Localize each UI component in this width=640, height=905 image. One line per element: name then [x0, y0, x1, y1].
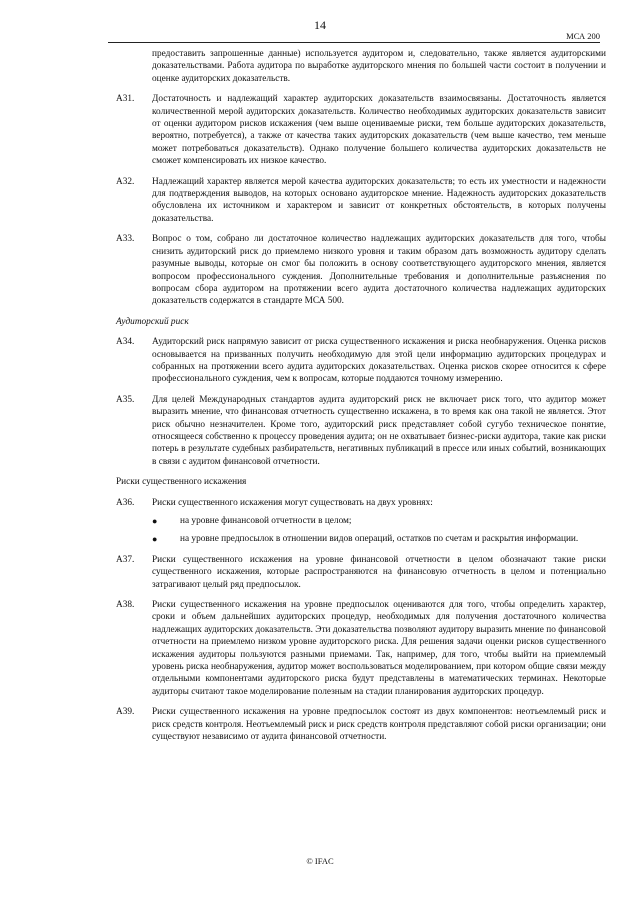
bullet-icon: ●	[152, 516, 158, 526]
paragraph-number: A31.	[116, 94, 135, 105]
paragraph-text: Риски существенного искажения на уровне предпосылок оцениваются для того, чтобы определить характер, сроки и объем дальнейших аудиторских процедур, необходимых для получения достаточного количества надлежащих аудиторских доказательств. Эти доказательства позволяют аудитору выразить мнение по финансовой отчетности на приемлемо низком уровне аудиторского риска. Для решения задачи оценки рисков существенного искажения аудиторы пользуются разными приемами. Так, например, для того, чтобы выйти на приемлемый уровень риска необнаружения, аудитор может воспользоваться моделированием, при котором общие связи между отдельными компонентами аудиторского риска будут представлены в математических терминах. Некоторые аудиторы считают такое моделирование полезным на стадии планирования аудиторских процедур.	[152, 600, 606, 697]
bullet-item	[152, 515, 606, 527]
section-heading-material-misstatement: Риски существенного искажения	[116, 477, 247, 488]
paragraph-text: предоставить запрошенные данные) используется аудитором и, следовательно, также является аудиторскими доказательствами. Работа аудитора по выработке аудиторского мнения по большей части состоит в получении и оценке аудиторских доказательств.	[152, 49, 606, 84]
document-code: МСА 200	[566, 31, 600, 41]
paragraph-text: Аудиторский риск напрямую зависит от риска существенного искажения и риска необнаружения. Оценка рисков основывается на призванных получить необходимую для этой цели информацию аудиторских процедурах и собранных на протяжении всего аудита аудиторских доказательствах. Оценка рисков скорее относится к сфере профессионального суждения, чем к вопросам, которые поддаются точному измерению.	[152, 337, 606, 385]
paragraph-number: A34.	[116, 337, 135, 348]
paragraph-text: Достаточность и надлежащий характер аудиторских доказательств взаимосвязаны. Достаточность является количественной мерой аудиторских доказательств. Количество необходимых аудиторских доказательств зависит от оценки аудитором рисков искажения (чем выше оцениваемые риски, тем больше аудиторских доказательств, вероятно, потребуется), а также от качества таких аудиторских доказательств (чем выше качество, тем меньше может потребоваться доказательств). Однако получение большего количества аудиторских доказательств не сможет компенсировать их низкое качество.	[152, 94, 606, 167]
paragraph-text: Риски существенного искажения могут существовать на двух уровнях:	[152, 497, 433, 508]
paragraph-a37	[116, 554, 606, 591]
paragraph-a39	[116, 706, 606, 743]
paragraph-text: Риски существенного искажения на уровне финансовой отчетности в целом обозначают такие риски существенного искажения, которые распространяются на финансовую отчетность в целом и потенциально затрагивают целый ряд предпосылок.	[152, 554, 606, 590]
paragraph-text: Надлежащий характер является мерой качества аудиторских доказательств; то есть их уместности и надежности для подтверждения выводов, на которых основано аудиторское мнение. Надежность аудиторских доказательств обусловлена их источником и характером и зависит от конкретных обстоятельств, в которых получены доказательства.	[152, 176, 606, 224]
paragraph-number: A38.	[116, 600, 135, 611]
paragraph-a35	[116, 394, 606, 468]
paragraph-number: A35.	[116, 394, 135, 405]
footer-copyright: © IFAC	[306, 856, 334, 866]
paragraph-a31	[116, 93, 606, 167]
paragraph-a33	[116, 233, 606, 307]
paragraph-number: A32.	[116, 176, 135, 187]
paragraph-a32	[116, 176, 606, 226]
paragraph-number: A33.	[116, 234, 135, 245]
paragraph-text: Риски существенного искажения на уровне предпосылок состоят из двух компонентов: неотъемлемый риск и риск средств контроля. Неотъемлемый риск и риск средств контроля представляют собой риски организации; они существуют независимо от аудита финансовой отчетности.	[152, 707, 606, 743]
paragraph-a34	[116, 336, 606, 386]
paragraph-number: A37.	[116, 554, 135, 565]
continuation-paragraph	[152, 48, 606, 85]
paragraph-number: A39.	[116, 707, 135, 718]
paragraph-number: A36.	[116, 497, 135, 508]
paragraph-text: Для целей Международных стандартов аудита аудиторский риск не включает риск того, что аудитор может выразить мнение, что финансовая отчетность существенно искажена, в то время как она такой не является. Этот риск обычно незначителен. Кроме того, аудиторский риск представляет собой сугубо техническое понятие, относящееся собственно к процессу проведения аудита; он не охватывает бизнес-риски аудитора, такие как риски потерь в результате судебных разбирательств, негативных публикаций в прессе или иных событий, возникающих в связи с аудитом финансовой отчетности.	[152, 394, 606, 467]
bullet-text: на уровне предпосылок в отношении видов операций, остатков по счетам и раскрытия информации.	[180, 534, 579, 545]
page-number: 14	[314, 18, 326, 32]
page-body	[0, 48, 640, 752]
paragraph-a38	[116, 599, 606, 698]
bullet-icon: ●	[152, 534, 158, 545]
bullet-item	[152, 533, 606, 545]
section-heading-audit-risk: Аудиторский риск	[116, 316, 189, 327]
paragraph-text: Вопрос о том, собрано ли достаточное количество надлежащих аудиторских доказательств для того, чтобы снизить аудиторский риск до приемлемо низкого уровня и таким образом дать возможность аудитору сделать разумные выводы, которые он смог бы положить в основу соответствующего аудиторского мнения, является вопросом профессионального суждения. Дополнительные требования и дополнительные разъяснения по вопросам сбора аудитором на протяжении всего аудита достаточного количества надлежащих аудиторских доказательств содержатся в стандарте МСА 500.	[152, 234, 606, 307]
paragraph-a36	[116, 497, 606, 509]
bullet-text: на уровне финансовой отчетности в целом;	[180, 516, 352, 526]
header-rule	[108, 42, 600, 43]
